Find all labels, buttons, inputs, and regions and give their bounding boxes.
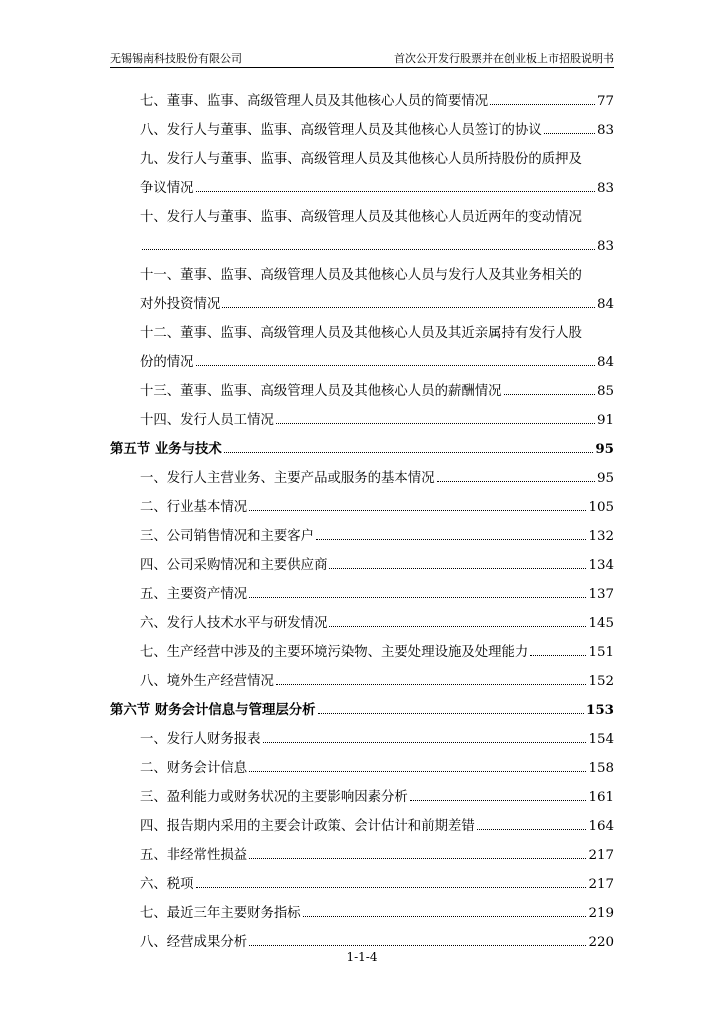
- toc-page-number: 83: [596, 239, 614, 254]
- toc-page-number: 161: [588, 790, 614, 805]
- toc-dot-leader: [249, 858, 586, 859]
- toc-dot-leader: [477, 829, 587, 830]
- toc-entry-row[interactable]: [110, 492, 614, 521]
- toc-dot-leader: [142, 249, 595, 250]
- toc-entry-title: 九、发行人与董事、监事、高级管理人员及其他核心人员所持股份的质押及: [140, 152, 582, 167]
- toc-entry-row[interactable]: [110, 463, 614, 492]
- toc-entry-title: 七、董事、监事、高级管理人员及其他核心人员的简要情况: [140, 94, 489, 109]
- toc-page-number: 84: [596, 355, 614, 370]
- toc-entry-row[interactable]: [110, 869, 614, 898]
- toc-dot-leader: [249, 597, 586, 598]
- toc-entry-title: 十二、董事、监事、高级管理人员及其他核心人员及其近亲属持有发行人股: [140, 326, 582, 341]
- toc-entry-row[interactable]: [110, 753, 614, 782]
- header-doc-title: 首次公开发行股票并在创业板上市招股说明书: [394, 52, 614, 65]
- toc-entry-row[interactable]: [110, 202, 614, 231]
- toc-dot-leader: [530, 655, 586, 656]
- toc-entry-row[interactable]: [110, 637, 614, 666]
- toc-page-number: 83: [596, 181, 614, 196]
- toc-entry-title: 十四、发行人员工情况: [140, 413, 274, 428]
- toc-entry-title: 五、非经常性损益: [140, 848, 248, 863]
- toc-entry-row[interactable]: [110, 144, 614, 173]
- toc-dot-leader: [316, 539, 586, 540]
- toc-dot-leader: [222, 307, 595, 308]
- header-company: 无锡锡南科技股份有限公司: [110, 52, 242, 65]
- toc-dot-leader: [437, 481, 595, 482]
- toc-dot-leader: [249, 771, 586, 772]
- toc-entry-title: 六、税项: [140, 877, 194, 892]
- toc-entry-row[interactable]: [110, 608, 614, 637]
- toc-page-number: 132: [588, 529, 614, 544]
- toc-entry-title: 八、经营成果分析: [140, 935, 248, 950]
- toc-dot-leader: [249, 510, 586, 511]
- toc-entry-row[interactable]: [110, 260, 614, 289]
- toc-page-number: 77: [596, 94, 614, 109]
- toc-page-number: 84: [596, 297, 614, 312]
- toc-entry-row[interactable]: [110, 811, 614, 840]
- toc-dot-leader: [329, 626, 586, 627]
- toc-entry-title: 三、盈利能力或财务状况的主要影响因素分析: [140, 790, 408, 805]
- toc-entry-title: 四、公司采购情况和主要供应商: [140, 558, 328, 573]
- toc-entry-row[interactable]: [110, 231, 614, 260]
- toc-dot-leader: [490, 104, 595, 105]
- toc-entry-title: 争议情况: [140, 181, 194, 196]
- toc-dot-leader: [196, 191, 595, 192]
- toc-entry-row[interactable]: [110, 724, 614, 753]
- toc-page-number: 154: [588, 732, 614, 747]
- toc-entry-title: 二、行业基本情况: [140, 500, 248, 515]
- toc-entry-title: 十、发行人与董事、监事、高级管理人员及其他核心人员近两年的变动情况: [140, 210, 582, 225]
- page-number: 1-1-4: [346, 950, 378, 964]
- toc-entry-title: 一、发行人主营业务、主要产品或服务的基本情况: [140, 471, 435, 486]
- toc-entry-title: 一、发行人财务报表: [140, 732, 261, 747]
- toc-dot-leader: [249, 945, 586, 946]
- toc-entry-row[interactable]: [110, 405, 614, 434]
- toc-entry-title: 四、报告期内采用的主要会计政策、会计估计和前期差错: [140, 819, 475, 834]
- toc-entry-title: 五、主要资产情况: [140, 587, 248, 602]
- toc-entry-row[interactable]: [110, 173, 614, 202]
- toc-page-number: 134: [588, 558, 614, 573]
- toc-entry-row[interactable]: [110, 782, 614, 811]
- toc-entry-row[interactable]: [110, 898, 614, 927]
- toc-dot-leader: [544, 133, 595, 134]
- toc-page-number: 95: [595, 441, 614, 457]
- toc-dot-leader: [329, 568, 586, 569]
- toc-entry-title: 十一、董事、监事、高级管理人员及其他核心人员与发行人及其业务相关的: [140, 268, 582, 283]
- toc-entry-row[interactable]: [110, 318, 614, 347]
- toc-section-row[interactable]: [110, 434, 614, 463]
- toc-entry-title: 八、境外生产经营情况: [140, 674, 274, 689]
- toc-entry-row[interactable]: [110, 376, 614, 405]
- toc-entry-row[interactable]: [110, 115, 614, 144]
- toc-entry-title: 十三、董事、监事、高级管理人员及其他核心人员的薪酬情况: [140, 384, 502, 399]
- toc-page-number: 105: [588, 500, 614, 515]
- toc-page-number: 85: [596, 384, 614, 399]
- toc-entry-title: 六、发行人技术水平与研发情况: [140, 616, 328, 631]
- toc-dot-leader: [303, 916, 587, 917]
- page-header: [110, 48, 614, 68]
- toc-dot-leader: [318, 713, 585, 714]
- toc-entry-row[interactable]: [110, 86, 614, 115]
- toc-entry-title: 八、发行人与董事、监事、高级管理人员及其他核心人员签订的协议: [140, 123, 542, 138]
- toc-page-number: 220: [588, 935, 614, 950]
- toc-page-number: 151: [588, 645, 614, 660]
- toc-entry-row[interactable]: [110, 521, 614, 550]
- toc-dot-leader: [504, 394, 595, 395]
- toc-entry-title: 三、公司销售情况和主要客户: [140, 529, 315, 544]
- header-rule: [110, 67, 614, 68]
- toc-entry-title: 七、最近三年主要财务指标: [140, 906, 301, 921]
- toc-page-number: 95: [596, 471, 614, 486]
- toc-page-number: 217: [588, 877, 614, 892]
- toc-entry-row[interactable]: [110, 347, 614, 376]
- toc-entry-title: 份的情况: [140, 355, 194, 370]
- toc-page-number: 145: [588, 616, 614, 631]
- toc-page-number: 152: [588, 674, 614, 689]
- toc-entry-row[interactable]: [110, 289, 614, 318]
- toc-entry-title: 对外投资情况: [140, 297, 221, 312]
- toc-entry-title: 二、财务会计信息: [140, 761, 248, 776]
- toc-entry-row[interactable]: [110, 579, 614, 608]
- toc-page-number: 217: [588, 848, 614, 863]
- toc-page-number: 158: [588, 761, 614, 776]
- toc-dot-leader: [224, 452, 594, 453]
- toc-dot-leader: [196, 365, 595, 366]
- toc-entry-row[interactable]: [110, 840, 614, 869]
- toc-dot-leader: [410, 800, 587, 801]
- toc-dot-leader: [196, 887, 587, 888]
- toc-entry-title: 第六节 财务会计信息与管理层分析: [110, 702, 316, 718]
- toc-entry-row[interactable]: [110, 550, 614, 579]
- toc-entry-title: 第五节 业务与技术: [110, 441, 222, 457]
- toc-entry-row[interactable]: [110, 666, 614, 695]
- toc-dot-leader: [276, 423, 595, 424]
- toc-page-number: 83: [596, 123, 614, 138]
- toc-page-number: 153: [586, 702, 614, 718]
- toc-page-number: 219: [588, 906, 614, 921]
- toc-page-number: 137: [588, 587, 614, 602]
- toc-entry-title: 七、生产经营中涉及的主要环境污染物、主要处理设施及处理能力: [140, 645, 529, 660]
- toc-page-number: 91: [596, 413, 614, 428]
- toc-dot-leader: [263, 742, 587, 743]
- toc-dot-leader: [276, 684, 587, 685]
- toc-section-row[interactable]: [110, 695, 614, 724]
- toc-page-number: 164: [588, 819, 614, 834]
- table-of-contents: [110, 86, 614, 956]
